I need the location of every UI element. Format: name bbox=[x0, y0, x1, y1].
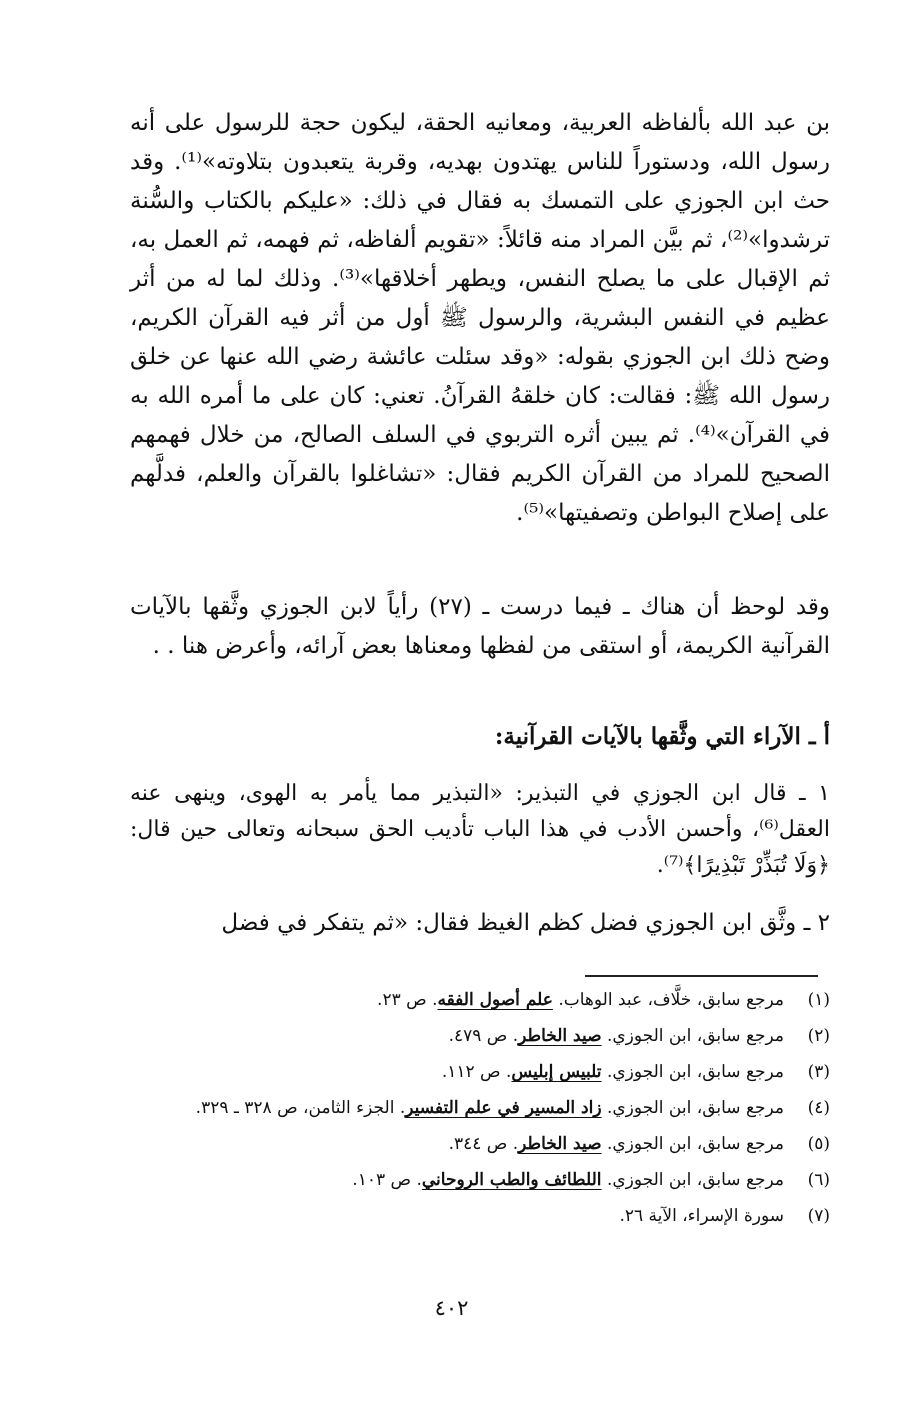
footnote-source: مرجع سابق، ابن الجوزي. bbox=[606, 1170, 784, 1190]
footnote-number: (١) bbox=[807, 990, 830, 1010]
footnote-number: (٢) bbox=[807, 1026, 830, 1046]
footnote-number: (٦) bbox=[807, 1170, 830, 1190]
paragraph-opinion-2: ٢ ـ وثَّق ابن الجوزي فضل كظم الغيظ فقال: «ثم يتفكر في فضل bbox=[221, 910, 830, 936]
footnote-source: مرجع سابق، ابن الجوزي. bbox=[606, 1098, 784, 1118]
footnote-text bbox=[130, 1093, 784, 1123]
footnote-source: مرجع سابق، خلَّاف، عبد الوهاب. bbox=[558, 990, 784, 1010]
page-number: ٤٠٢ bbox=[434, 1296, 469, 1320]
footnote-page: . ص ٢٣. bbox=[377, 990, 438, 1010]
footnote-book-title: علم أصول الفقه bbox=[437, 990, 553, 1010]
footnote-item bbox=[130, 1093, 830, 1123]
paragraph-intro: بن عبد الله بألفاظه العربية، ومعانيه الحقة، ليكون حجة للرسول على أنه رسول الله، ودستوراً للناس يهتدون بهديه، وقربة يتعبدون بتلاوته»⁽¹⁾. وقد حث ابن الجوزي على التمسك به فقال في ذلك: «عليكم بالكتاب والسُّنة ترشدوا»⁽²⁾، ثم بيَّن المراد منه قائلاً: «تقويم ألفاظه، ثم فهمه، ثم العمل به، ثم الإقبال على ما يصلح النفس، ويطهر أخلاقها»⁽³⁾. وذلك لما له من أثر عظيم في النفس البشرية، والرسول ﷺ أول من أثر فيه القرآن الكريم، وضح ذلك ابن الجوزي بقوله: «وقد سئلت عائشة رضي الله عنها عن خلق رسول الله ﷺ: فقالت: كان خلقهُ القرآنُ. تعني: كان على ما أمره الله به في القرآن»⁽⁴⁾. ثم يبين أثره التربوي في السلف الصالح، من خلال فهمهم الصحيح للمراد من القرآن الكريم فقال: «تشاغلوا بالقرآن والعلم، فدلَّهم على إصلاح البواطن وتصفيتها»⁽⁵⁾. bbox=[130, 110, 831, 526]
footnote-source: سورة الإسراء، الآية ٢٦. bbox=[619, 1206, 784, 1226]
main-text-block bbox=[130, 104, 830, 533]
footnote-source: مرجع سابق، ابن الجوزي. bbox=[606, 1026, 784, 1046]
footnote-page: . ص ١٠٣. bbox=[352, 1170, 422, 1190]
footnote-item bbox=[130, 1021, 830, 1051]
footnote-text bbox=[130, 1021, 784, 1051]
footnote-item bbox=[130, 1165, 830, 1195]
footnote-source: مرجع سابق، ابن الجوزي. bbox=[606, 1134, 784, 1154]
footnote-text bbox=[130, 985, 784, 1015]
footnote-book-title: زاد المسير في علم التفسير bbox=[405, 1098, 602, 1118]
footnote-number: (٣) bbox=[807, 1062, 830, 1082]
footnote-book-title: صيد الخاطر bbox=[518, 1134, 602, 1154]
footnote-page: . ص ٤٧٩. bbox=[448, 1026, 519, 1046]
footnote-text bbox=[130, 1129, 784, 1159]
footnotes-list bbox=[130, 985, 830, 1237]
footnote-book-title: صيد الخاطر bbox=[518, 1026, 602, 1046]
paragraph-opinion-1: ١ ـ قال ابن الجوزي في التبذير: «التبذير مما يأمر به الهوى، وينهى عنه العقل⁽⁶⁾، وأحسن الأدب في هذا الباب تأديب الحق سبحانه وتعالى حين قال: ﴿وَلَا تُبَذِّرْ تَبْذِيرًا﴾⁽⁷⁾. bbox=[130, 781, 830, 878]
footnote-page: . ص ٣٤٤. bbox=[448, 1134, 519, 1154]
section-heading: أ ـ الآراء التي وثَّقها بالآيات القرآنية: bbox=[494, 723, 830, 750]
footnote-text bbox=[130, 1165, 784, 1195]
footnote-number: (٧) bbox=[807, 1206, 830, 1226]
footnote-book-title: اللطائف والطب الروحاني bbox=[421, 1170, 602, 1190]
opinion-1-block bbox=[130, 776, 830, 884]
footnote-number: (٥) bbox=[807, 1134, 830, 1154]
paragraph-opinions-count: وقد لوحظ أن هناك ـ فيما درست ـ (٢٧) رأياً لابن الجوزي وثَّقها بالآيات القرآنية الكريمة، أو استقى من لفظها ومعناها بعض آرائه، وأعرض هنا . . bbox=[130, 594, 830, 659]
footnote-item bbox=[130, 1129, 830, 1159]
opinion-2-block bbox=[130, 904, 830, 943]
footnote-number: (٤) bbox=[807, 1098, 830, 1118]
opinions-intro-block bbox=[130, 588, 830, 666]
footnote-text bbox=[130, 1057, 784, 1087]
footnote-divider bbox=[585, 975, 818, 977]
footnote-page: . الجزء الثامن، ص ٣٢٨ ـ ٣٢٩. bbox=[195, 1098, 406, 1118]
footnote-item bbox=[130, 1057, 830, 1087]
footnote-source: مرجع سابق، ابن الجوزي. bbox=[606, 1062, 784, 1082]
footnote-item bbox=[130, 1201, 830, 1231]
footnote-text bbox=[130, 1201, 784, 1231]
footnote-book-title: تلبيس إبليس bbox=[511, 1062, 602, 1082]
footnote-page: . ص ١١٢. bbox=[441, 1062, 512, 1082]
footnote-item bbox=[130, 985, 830, 1015]
